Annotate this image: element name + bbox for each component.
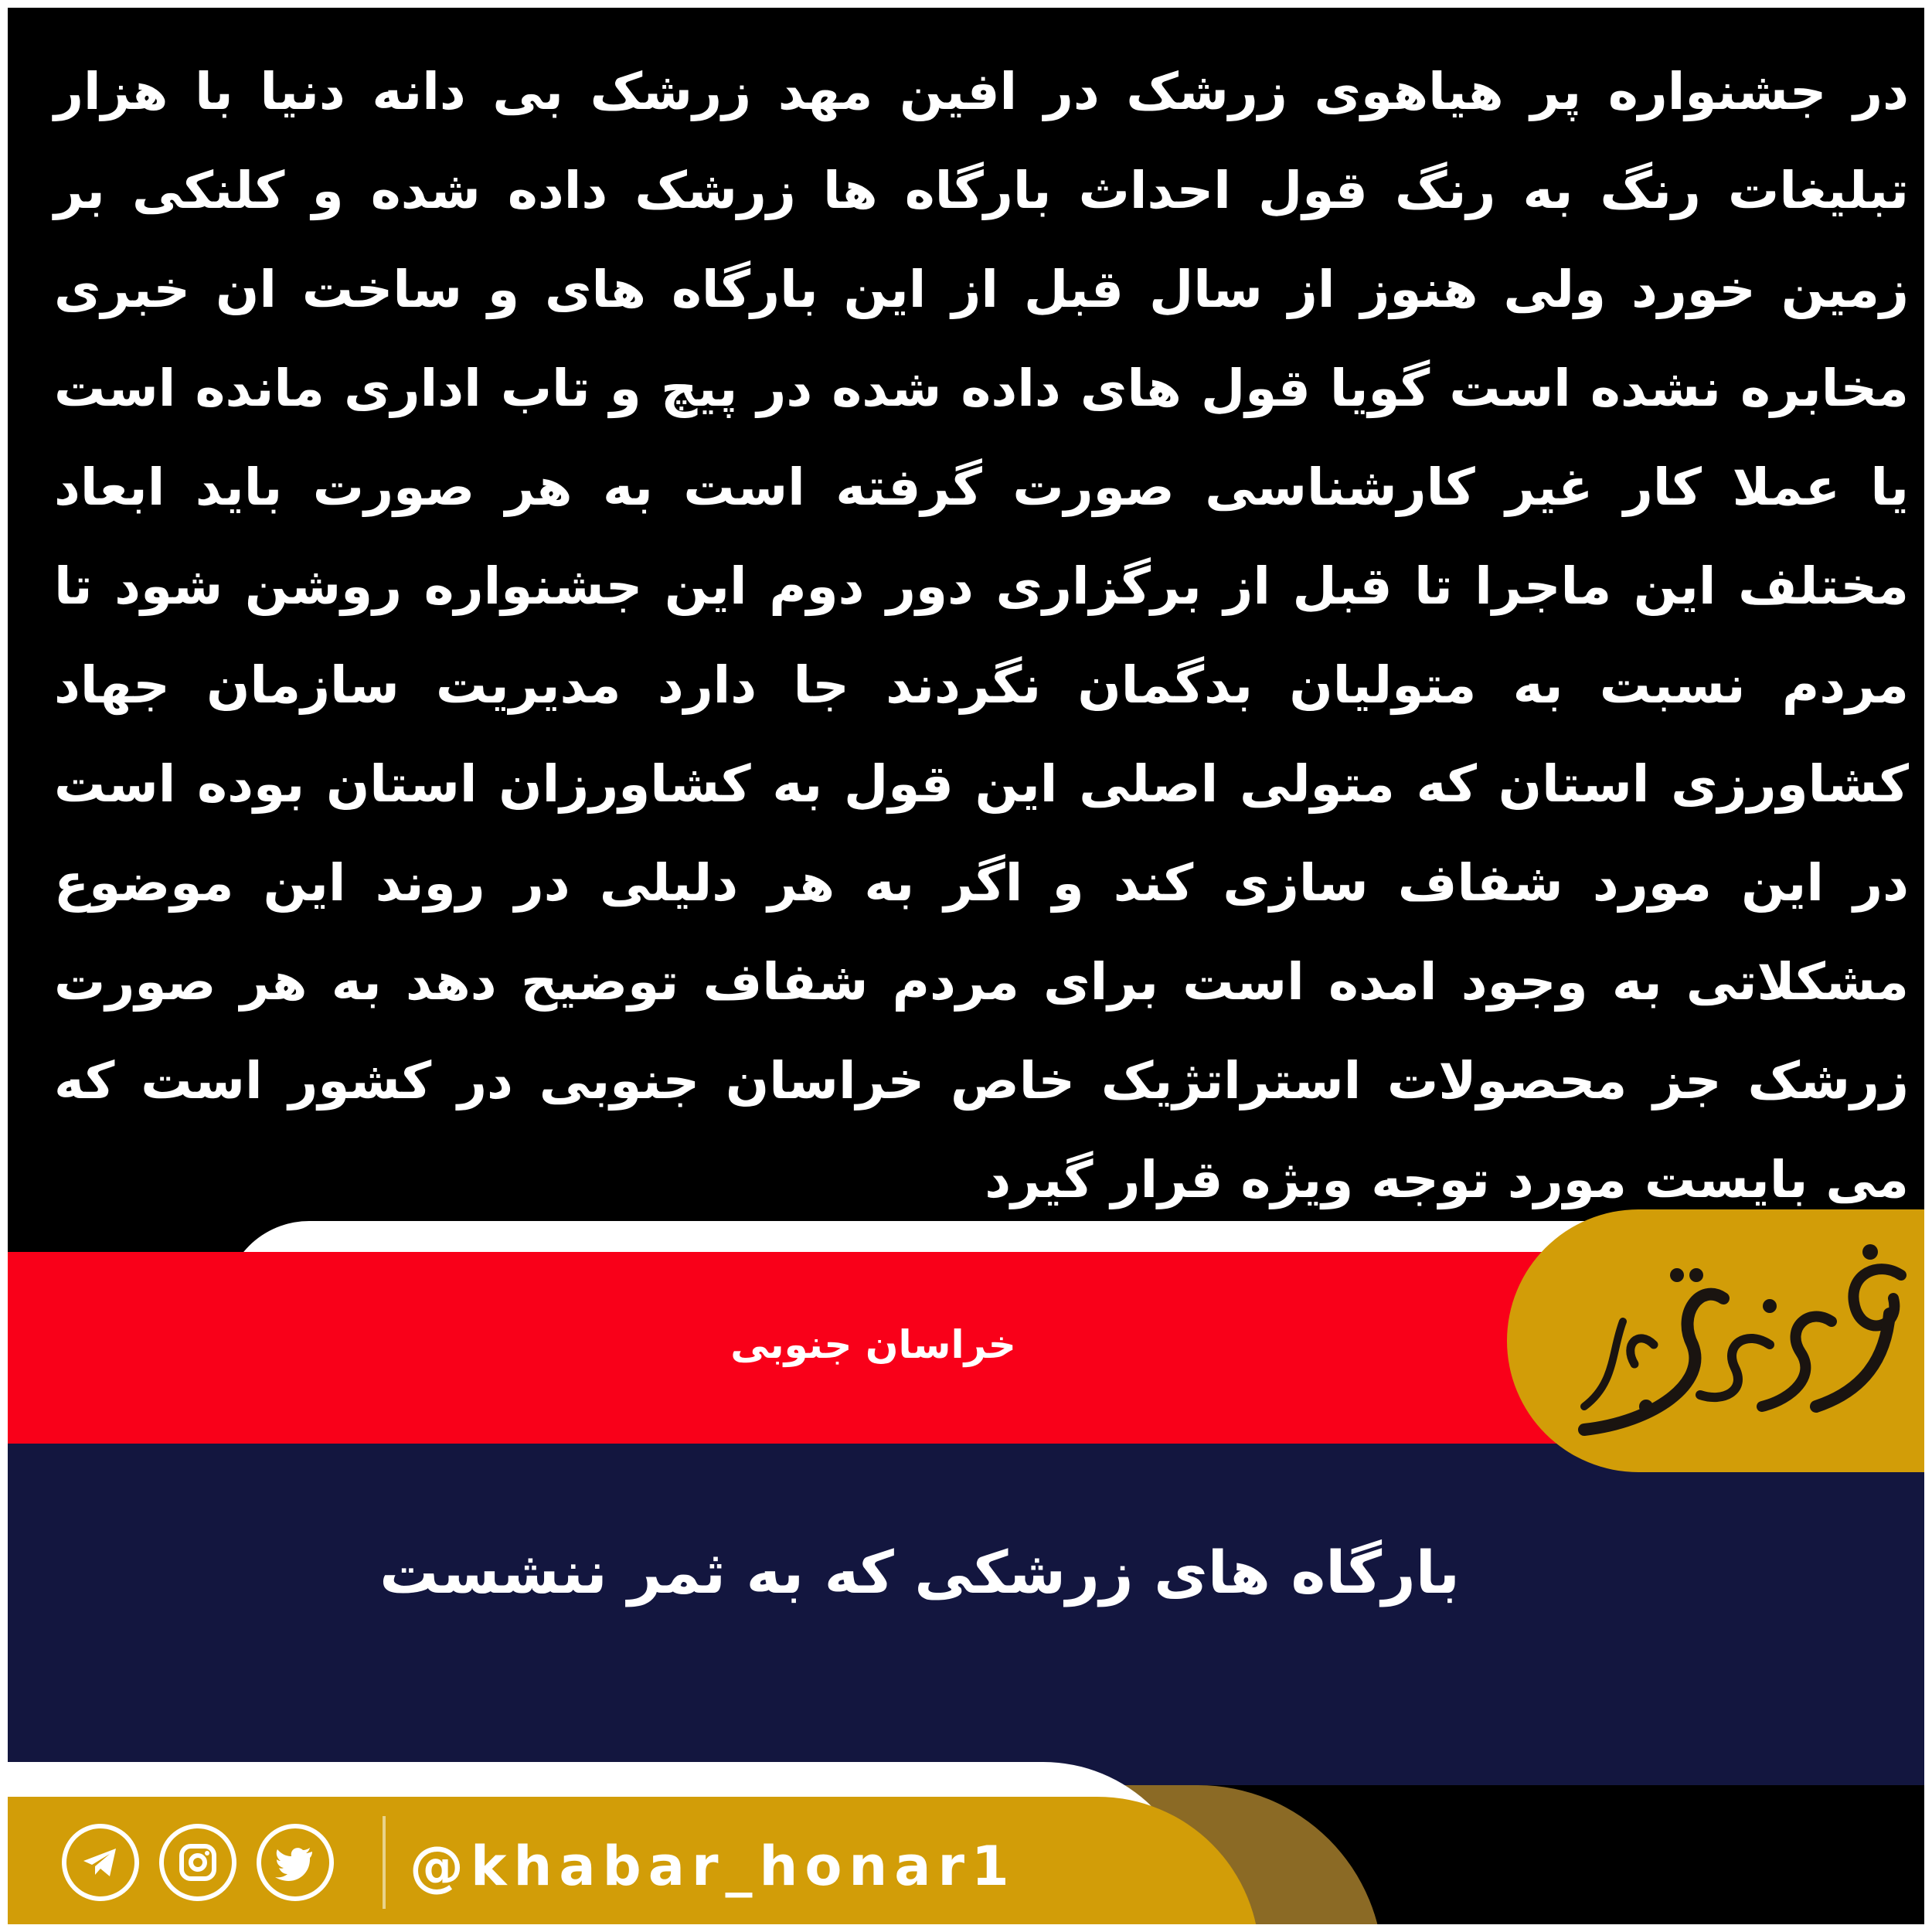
twitter-icon[interactable] — [257, 1824, 334, 1901]
calligraphy-logo-icon — [1538, 1229, 1924, 1461]
article-text: در جشنواره پر هیاهوی زرشک در افین مهد زرشک بی دانه دنیا با هزار تبلیغات رنگ به رنگ قول احداث بارگاه ها زرشک داده شده و کلنکی بر زمین خورد ولی هنوز از سال قبل از این بارگاه های و ساخت ان خبری مخابره نشده است گویا قول های داده شده در پیچ و تاب اداری مانده است یا عملا کار غیر کارشناسی صورت گرفته است به هر صورت باید ابعاد مختلف این ماجرا تا قبل از برگزاری دور دوم این جشنواره روشن شود تا مردم نسبت به متولیان بدگمان نگردند جا دارد مدیریت سازمان جهاد کشاورزی استان که متولی اصلی این قول به کشاورزان استان بوده است در این مورد شفاف سازی کند و اگر به هر دلیلی در روند این موضوع مشکلاتی به وجود امده است برای مردم شفاف توضیح دهد به هر صورت زرشک جز محصولات استراتژیک خاص خراسان جنوبی در کشور است که می بایست مورد توجه ویژه قرار گیرد — [54, 62, 1909, 1209]
headline: بارگاه های زرشکی که به ثمر ننشست — [379, 1538, 1460, 1607]
footer-divider — [383, 1816, 386, 1909]
region-label: خراسان جنوبی — [730, 1322, 1016, 1367]
post-frame — [8, 8, 1924, 1924]
telegram-glyph — [80, 1842, 121, 1883]
telegram-icon[interactable] — [62, 1824, 139, 1901]
instagram-glyph — [178, 1842, 218, 1883]
social-handle[interactable]: @khabar_honar1 — [410, 1835, 1016, 1898]
instagram-icon[interactable] — [159, 1824, 236, 1901]
twitter-glyph — [275, 1842, 315, 1883]
brand-logo — [1507, 1209, 1924, 1472]
